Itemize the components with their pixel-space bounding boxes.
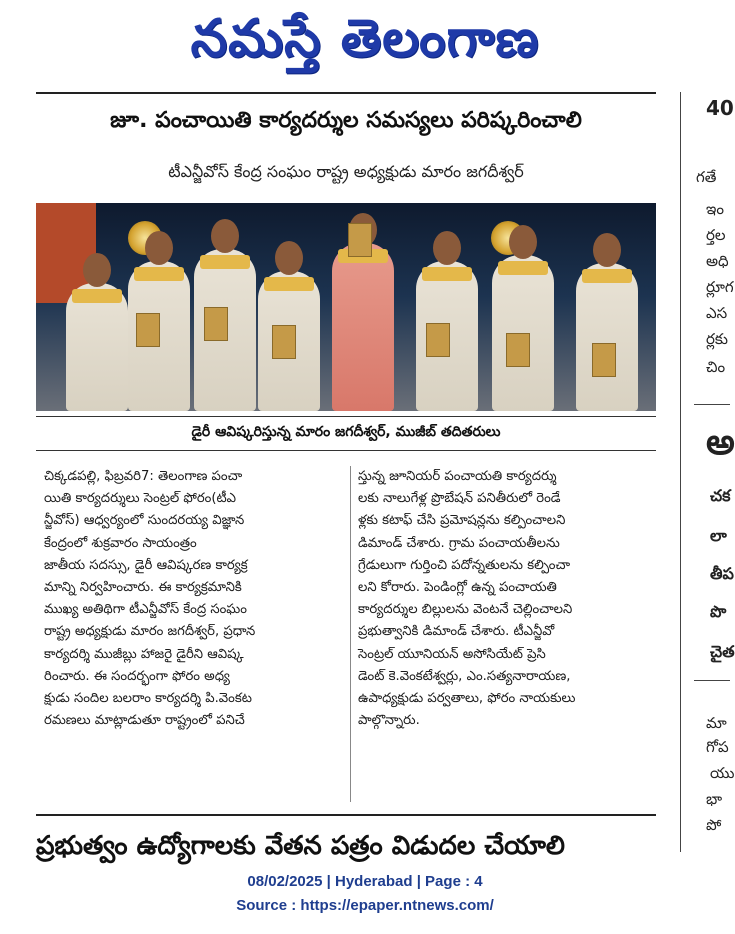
body-line: మాన్ని నిర్వహించారు. ఈ కార్యక్రమానికి: [44, 579, 242, 595]
side-fragment: గోప: [706, 738, 729, 756]
body-line: రించారు. ఈ సందర్భంగా ఫోరం అధ్య: [44, 668, 230, 684]
side-column: [686, 92, 735, 852]
article-subheadline: టీఎన్జీవోస్ కేంద్ర సంఘం రాష్ట్ర అధ్యక్షుడు మారం జగదీశ్వర్: [168, 162, 524, 181]
side-fragment: యు: [710, 764, 735, 782]
photo-person: [332, 243, 394, 411]
side-fragment: భా: [706, 790, 723, 808]
side-rule: [694, 404, 730, 405]
side-fragment: ఎస: [706, 304, 728, 322]
diary-book: [348, 223, 372, 257]
body-line: ఉపాధ్యక్షుడు పర్వతాలు, ఫోరం నాయకులు: [358, 690, 576, 706]
side-fragment: ఇం: [706, 200, 724, 218]
diary-book: [204, 307, 228, 341]
photo-person: [66, 283, 128, 411]
body-line: పాల్గొన్నారు.: [358, 713, 420, 729]
masthead-rule: [36, 92, 656, 94]
side-fragment: పో: [706, 816, 722, 834]
side-fragment: పొ: [710, 602, 727, 621]
article-photo: [36, 203, 656, 411]
body-line: రమణలు మాట్లాడుతూ రాష్ట్రంలో పనిచే: [44, 713, 245, 729]
column-divider: [680, 92, 681, 852]
body-line: రాష్ట్ర అధ్యక్షుడు మారం జగదీశ్వర్, ప్రధాన: [44, 624, 256, 640]
body-line: లకు నాలుగేళ్ల ప్రొబేషన్ పనితీరులో రెండే: [358, 491, 561, 507]
side-rule: [694, 680, 730, 681]
body-line: జాతీయ సదస్సు, డైరీ ఆవిష్కరణ కార్యక్ర: [44, 557, 248, 573]
body-line: కేంద్రంలో శుక్రవారం సాయంత్రం: [44, 535, 197, 551]
side-fragment: ర్లకు: [706, 330, 728, 348]
side-fragment: చిం: [706, 358, 726, 376]
caption-rule: [36, 450, 656, 451]
page-footer: [0, 870, 730, 918]
newspaper-logo: నమస్తే తెలంగాణ: [190, 8, 540, 69]
body-line: యితి కార్యదర్శులు సెంట్రల్ ఫోరం(టీఎ: [44, 491, 237, 507]
footer-source-line: Source : https://epaper.ntnews.com/: [236, 897, 494, 914]
body-line: ప్రభుత్వానికి డిమాండ్ చేశారు. టీఎన్జీవో: [358, 624, 555, 640]
side-fragment: 40: [706, 96, 734, 120]
article-headline: జూ. పంచాయితి కార్యదర్శుల సమస్యలు పరిష్కరించాలి: [110, 108, 582, 133]
side-fragment: మా: [706, 714, 727, 732]
next-article-headline: ప్రభుత్వం ఉద్యోగాలకు వేతన పత్రం విడుదల చేయాలి: [36, 831, 565, 861]
side-fragment: గతే: [696, 168, 717, 186]
body-line: చిక్కడపల్లి, ఫిబ్రవరి7: తెలంగాణ పంచా: [44, 469, 243, 484]
photo-person: [576, 263, 638, 411]
side-fragment: చైత: [710, 642, 735, 661]
body-line: గ్రేడులుగా గుర్తించి పదోన్నతులను కల్పించా: [358, 557, 571, 573]
body-line: డెంట్ కె.వెంకటేశ్వర్లు, ఎం.సత్యనారాయణ,: [358, 668, 571, 684]
diary-book: [506, 333, 530, 367]
masthead: [0, 0, 730, 90]
side-fragment: చక: [710, 486, 731, 505]
body-line: ముఖ్య అతిథిగా టీఎన్జీవోస్ కేంద్ర సంఘం: [44, 602, 247, 618]
side-fragment: తీప: [710, 564, 734, 583]
next-article-rule: [36, 814, 656, 816]
body-column-separator: [350, 466, 351, 802]
body-line: కార్యదర్శి ముజీబ్లు హాజరై డైరీని ఆవిష్క: [44, 646, 244, 662]
body-line: స్తున్న జూనియర్ పంచాయతి కార్యదర్శు: [358, 469, 557, 484]
side-fragment: అధి: [706, 252, 729, 270]
body-line: ళ్లకు కటాఫ్ చేసి ప్రమోషన్లను కల్పించాలని: [358, 513, 566, 529]
body-line: క్షుడు సందిల బలరాం కార్యదర్శి పి.వెంకట: [44, 690, 252, 706]
footer-date-line: 08/02/2025 | Hyderabad | Page : 4: [247, 873, 483, 890]
body-line: న్జీవోస్) ఆధ్వర్యంలో సుందరయ్య విజ్ఞాన: [44, 513, 245, 529]
caption-rule: [36, 416, 656, 417]
diary-book: [592, 343, 616, 377]
article-body-column-1: [44, 466, 338, 732]
diary-book: [272, 325, 296, 359]
body-line: సెంట్రల్ యూనియన్ అసోసియేట్ ప్రెసి: [358, 646, 546, 662]
body-line: లని కోరారు. పెండింగ్లో ఉన్న పంచాయతి: [358, 579, 557, 595]
side-fragment: లా: [710, 526, 727, 545]
article-body-column-2: [358, 466, 652, 732]
diary-book: [426, 323, 450, 357]
side-fragment: అ: [706, 422, 735, 463]
diary-book: [136, 313, 160, 347]
side-fragment: ర్లూగ: [706, 278, 734, 296]
side-fragment: ర్తల: [706, 226, 726, 244]
body-line: డిమాండ్ చేశారు. గ్రామ పంచాయతీలను: [358, 535, 560, 551]
body-line: కార్యదర్శుల బిల్లులను వెంటనే చెల్లించాలని: [358, 602, 573, 618]
photo-caption: డైరీ ఆవిష్కరిస్తున్న మారం జగదీశ్వర్, ముజీబ్ తదితరులు: [191, 424, 501, 440]
